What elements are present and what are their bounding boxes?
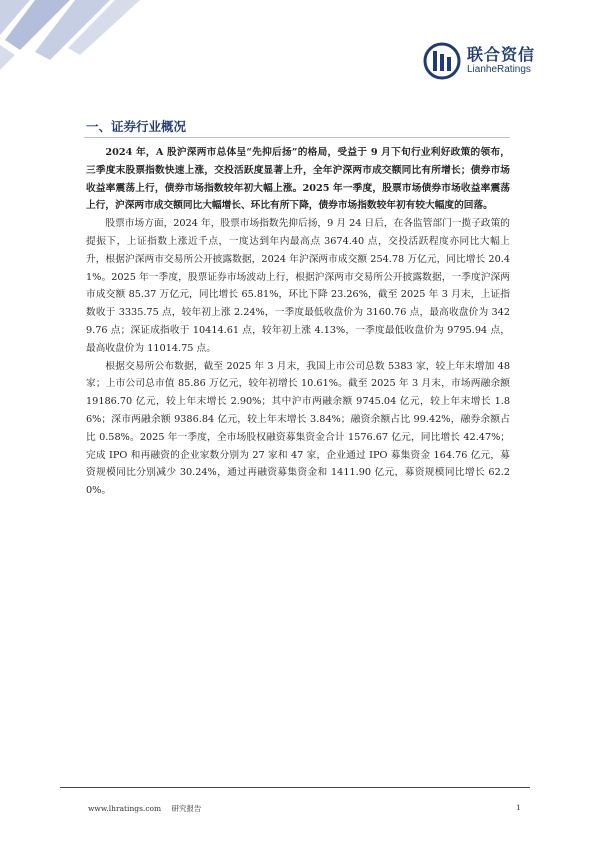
report-body [86,144,510,500]
listed-companies-paragraph: 根据交易所公布数据，截至 2025 年 3 月末，我国上市公司总数 5383 家，较上年末增加 48 家；上市公司总市值 85.86 万亿元，较年初增长 10.61%。截至 2025 年 3 月末，市场两融余额 19186.70 亿元，较上年末增长 2.90%；其中沪市两融余额 9745.04 亿元，较上年末增长 1.86%；深市两融余额 9386.84 亿元，较上年末增长 3.84%；融资余额占比 99.42%，融券余额占比 0.58%。2025 年一季度，全市场股权融资募集资金合计 1576.67 亿元，同比增长 42.47%；完成 IPO 和再融资的企业家数分别为 27 家和 47 家，企业通过 IPO 募集资金 164.76 亿元，募资规模同比分别减少 30.24%，通过再融资募集资金和 1411.90 亿元，募资规模同比增长 62.20%。 [86,360,510,497]
footer-doc-type: 研究报告 [171,804,202,813]
summary-paragraph: 2024 年，A 股沪深两市总体呈“先抑后扬”的格局，受益于 9 月下旬行业利好政策的领布，三季度末股票指数快速上涨，交投活跃度显著上升，全年沪深两市成交额同比有所增长；债券市场收益率震荡上行，债券市场指数较年初大幅上涨。2025 年一季度，股票市场债券市场收益率震荡上行，沪深两市成交额同比大幅增长、环比有所下降，债券市场指数较年初有较大幅度的回落。 [86,147,510,212]
section-heading: 一、证券行业概况 [86,119,187,134]
page-number: 1 [516,803,521,812]
lianhe-logo [423,42,535,80]
footer-divider [60,787,530,788]
corner-decoration [0,0,150,80]
stock-market-paragraph: 股票市场方面，2024 年，股票市场指数先抑后扬，9 月 24 日后，在各监管部门一揽子政策的提振下，上证指数上涨近千点，一度达到年内最高点 3674.40 点，交投活跃程度亦同比大幅上升，根据沪深两市交易所公开披露数据，2024 年沪深两市成交额 254.78 万亿元，同比增长 20.41%。2025 年一季度，股票证券市场波动上行，根据沪深两市交易所公开披露数据，一季度沪深两市成交额 85.37 万亿元，同比增长 65.81%，环比下降 23.26%，截至 2025 年 3 月末，上证指数收于 3335.75 点，较年初上涨 2.24%，一季度最低收盘价为 3160.76 点，最高收盘价为 3429.76 点；深证成指收于 10414.61 点，较年初上涨 4.13%，一季度最低收盘价为 9795.94 点，最高收盘价为 11014.75 点。 [86,218,510,354]
footer-website-link[interactable]: www.lhratings.com [88,804,162,813]
footer-left [88,803,202,814]
lianhe-logo-mark-icon [423,42,461,80]
logo-chinese-name: 联合资信 [466,45,535,64]
heading-divider [84,137,510,138]
logo-english-name: LianheRatings [466,64,531,75]
